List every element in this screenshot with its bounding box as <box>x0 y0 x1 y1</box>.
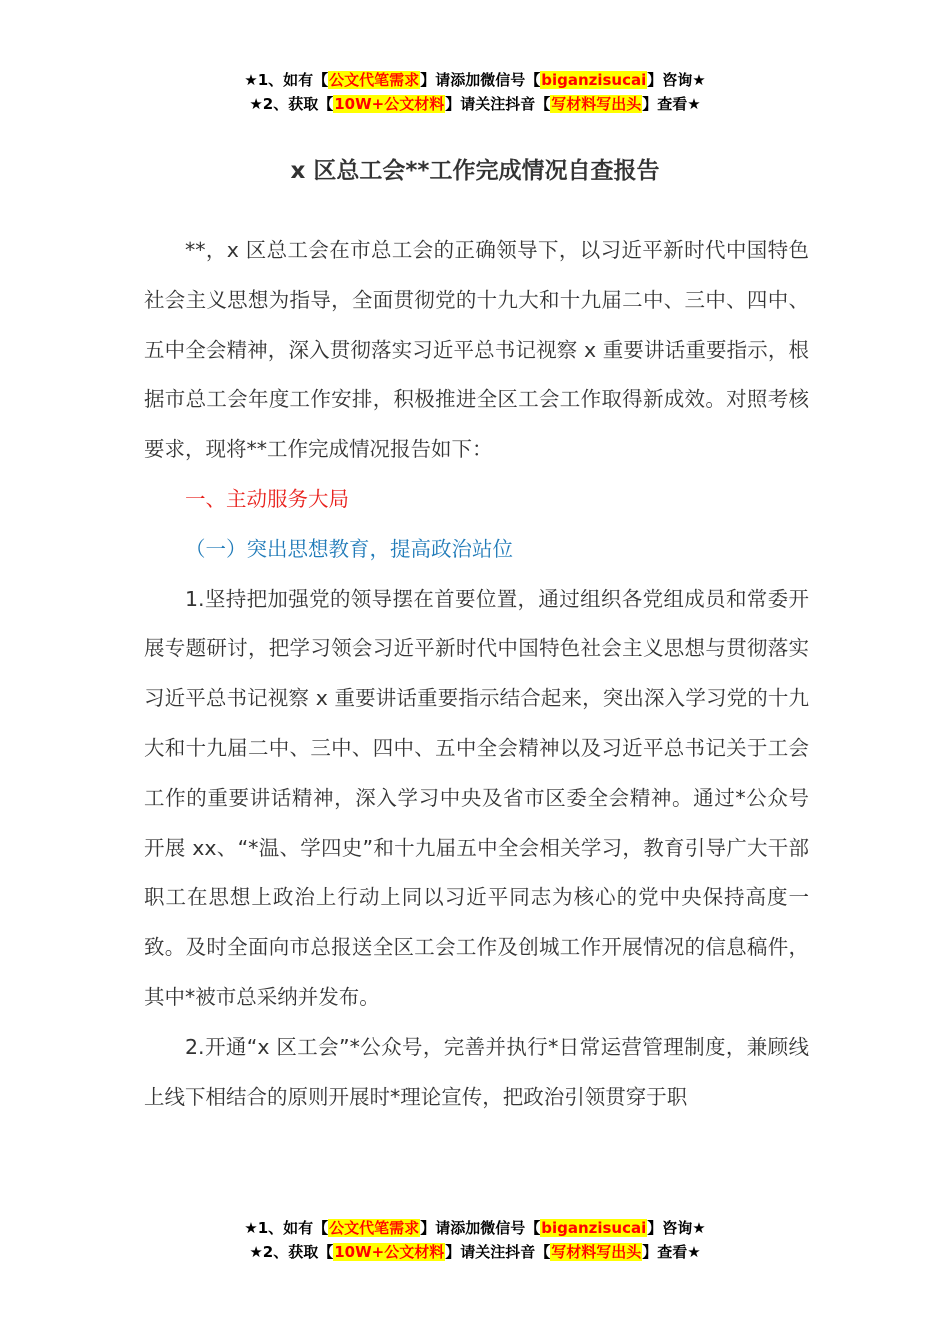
promo-text: ★1、如有【 <box>244 71 329 89</box>
promo-highlight: 公文代笔需求 <box>329 1219 420 1237</box>
promo-text: 】请关注抖音【 <box>445 95 551 113</box>
body-paragraph: 2.开通“x 区工会”*公众号，完善并执行*日常运营管理制度，兼顾线上线下相结合的原则开展时*理论宣传，把政治引领贯穿于职 <box>144 1034 809 1109</box>
promo-text: 】查看★ <box>642 95 701 113</box>
subsection-heading: （一）突出思想教育，提高政治站位 <box>185 536 513 561</box>
promo-highlight: 公文代笔需求 <box>329 71 420 89</box>
douyin-account-highlight: 写材料写出头 <box>551 1243 642 1261</box>
promo-text: ★1、如有【 <box>244 1219 329 1237</box>
wechat-id-highlight: biganzisucai <box>541 71 647 89</box>
promo-text: 】查看★ <box>642 1243 701 1261</box>
document-body <box>144 226 809 1122</box>
promo-banner-top <box>0 68 950 116</box>
promo-text: 】请关注抖音【 <box>445 1243 551 1261</box>
promo-text: ★2、获取【 <box>249 1243 334 1261</box>
promo-line-2 <box>0 1240 950 1264</box>
section-heading: 一、主动服务大局 <box>185 486 349 511</box>
document-title: x 区总工会**工作完成情况自查报告 <box>290 158 660 184</box>
promo-line-1 <box>0 1216 950 1240</box>
promo-line-2 <box>0 92 950 116</box>
promo-text: 】请添加微信号【 <box>420 71 541 89</box>
wechat-id-highlight: biganzisucai <box>541 1219 647 1237</box>
douyin-account-highlight: 写材料写出头 <box>551 95 642 113</box>
promo-text: 】请添加微信号【 <box>420 1219 541 1237</box>
promo-text: ★2、获取【 <box>249 95 334 113</box>
promo-highlight: 10W+公文材料 <box>334 95 445 113</box>
promo-highlight: 10W+公文材料 <box>334 1243 445 1261</box>
intro-paragraph: **，x 区总工会在市总工会的正确领导下，以习近平新时代中国特色社会主义思想为指导，全面贯彻党的十九大和十九届二中、三中、四中、五中全会精神，深入贯彻落实习近平总书记视察 x 重要讲话重要指示，根据市总工会年度工作安排，积极推进全区工会工作取得新成效。对照考核要求，现将**工作完成情况报告如下： <box>144 238 809 462</box>
body-paragraph: 1.坚持把加强党的领导摆在首要位置，通过组织各党组成员和常委开展专题研讨，把学习领会习近平新时代中国特色社会主义思想与贯彻落实习近平总书记视察 x 重要讲话重要指示结合起来，突出深入学习党的十九大和十九届二中、三中、四中、五中全会精神以及习近平总书记关于工会工作的重要讲话精神，深入学习中央及省市区委全会精神。通过*公众号开展 xx、“*温、学四史”和十九届五中全会相关学习，教育引导广大干部职工在思想上政治上行动上同以习近平同志为核心的党中央保持高度一致。及时全面向市总报送全区工会工作及创城工作开展情况的信息稿件，其中*被市总采纳并发布。 <box>144 586 809 1009</box>
promo-text: 】咨询★ <box>647 71 706 89</box>
promo-banner-bottom <box>0 1216 950 1264</box>
promo-text: 】咨询★ <box>647 1219 706 1237</box>
promo-line-1 <box>0 68 950 92</box>
